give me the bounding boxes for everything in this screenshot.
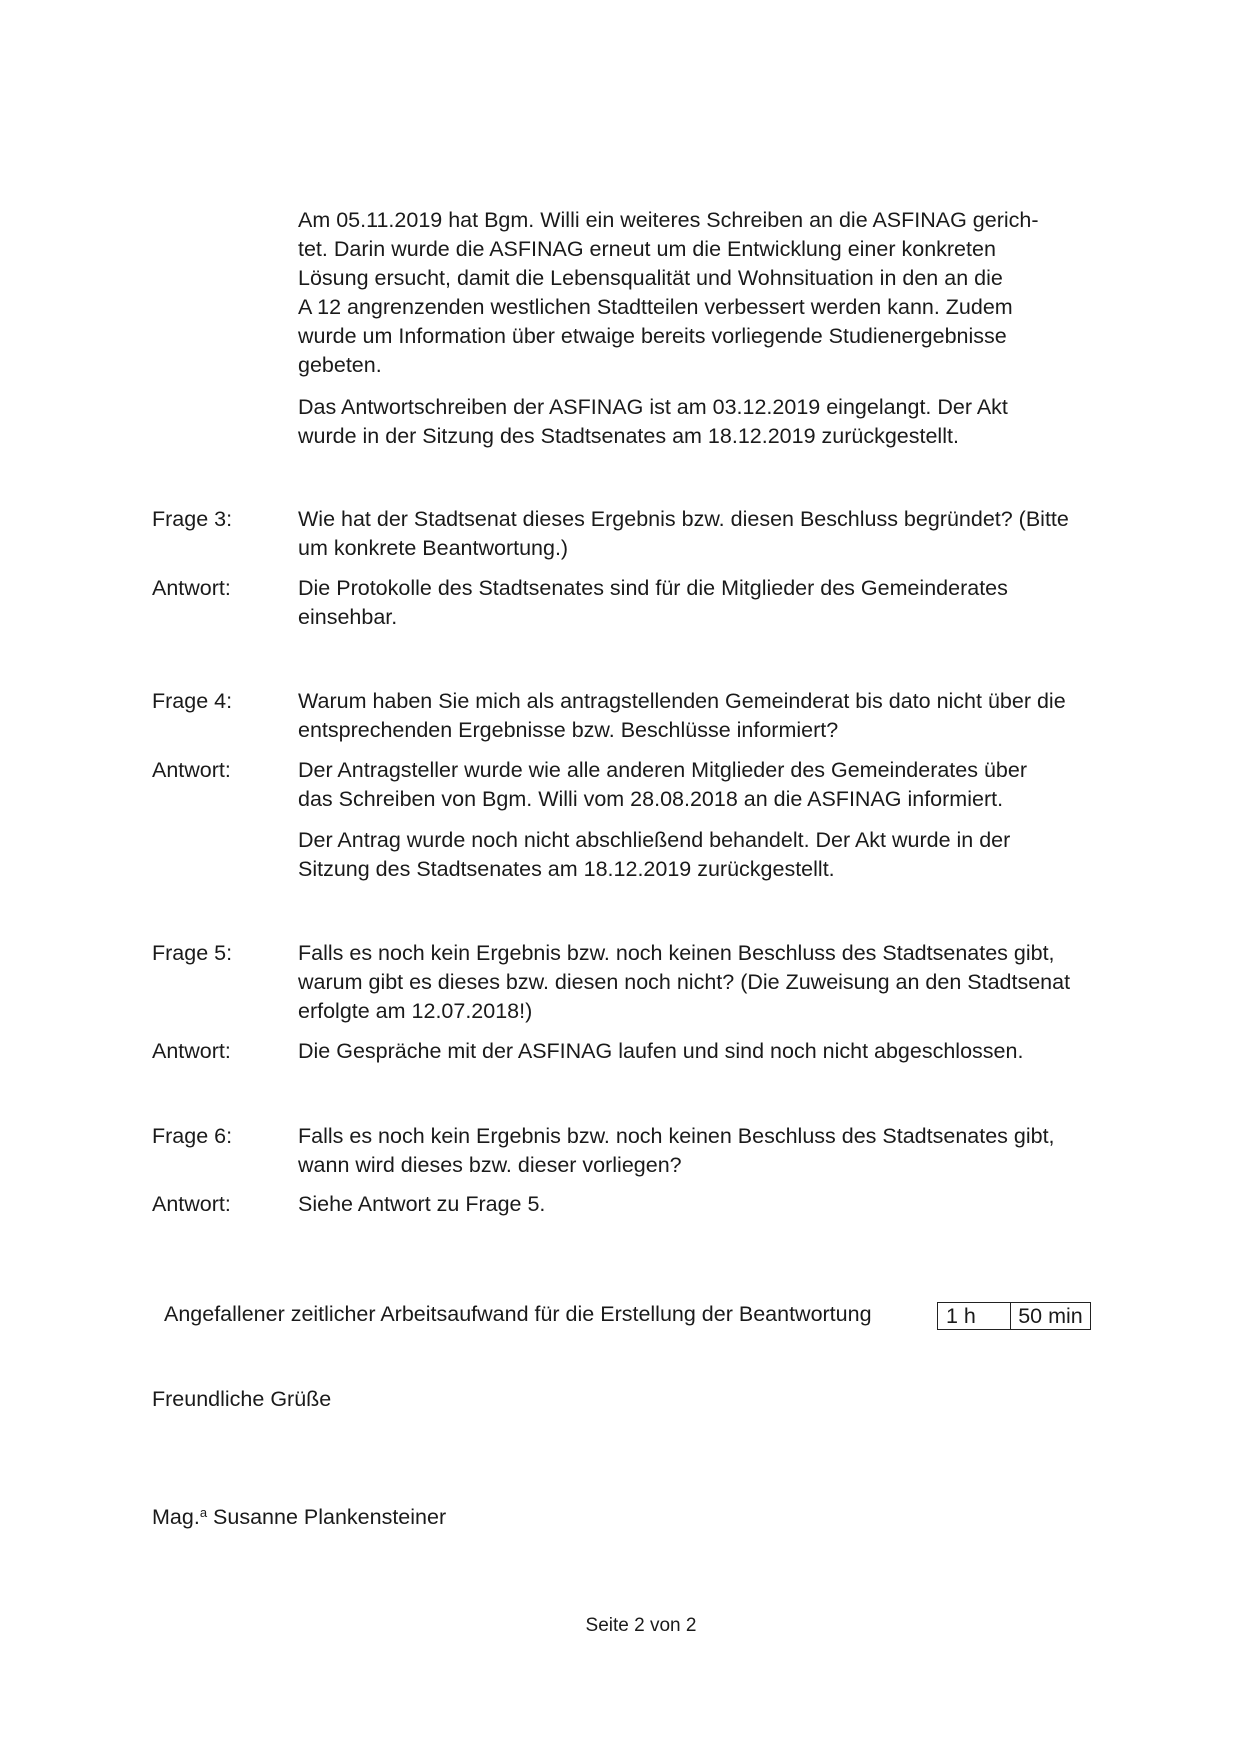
text-line: Wie hat der Stadtsenat dieses Ergebnis bzw. diesen Beschluss begründet? (Bitte	[298, 507, 1069, 531]
effort-table	[937, 1302, 1091, 1330]
text-line: Die Protokolle des Stadtsenates sind für die Mitglieder des Gemeinderates	[298, 576, 1008, 600]
signature-name	[152, 1498, 446, 1532]
effort-minutes: 50 min	[1018, 1304, 1083, 1328]
text-line: erfolgte am 12.07.2018!)	[298, 999, 533, 1023]
text-line: Der Antragsteller wurde wie alle anderen Mitglieder des Gemeinderates über	[298, 758, 1027, 782]
text-line: entsprechenden Ergebnisse bzw. Beschlüsse informiert?	[298, 718, 839, 742]
effort-label: Angefallener zeitlicher Arbeitsaufwand für die Erstellung der Beantwortung	[164, 1302, 872, 1326]
answer-label: Antwort:	[152, 1192, 231, 1216]
text-line: Lösung ersucht, damit die Lebensqualität und Wohnsituation in den an die	[298, 266, 1003, 290]
text-line: warum gibt es dieses bzw. diesen noch nicht? (Die Zuweisung an den Stadtsenat	[298, 970, 1071, 994]
text-line: um konkrete Beantwortung.)	[298, 536, 569, 560]
text-line: Am 05.11.2019 hat Bgm. Willi ein weiteres Schreiben an die ASFINAG gerich-	[298, 208, 1039, 232]
answer-label: Antwort:	[152, 576, 231, 600]
text-line: Falls es noch kein Ergebnis bzw. noch keinen Beschluss des Stadtsenates gibt,	[298, 1124, 1055, 1148]
question-label: Frage 5:	[152, 941, 233, 965]
text-line: wurde in der Sitzung des Stadtsenates am 18.12.2019 zurückgestellt.	[298, 424, 959, 448]
effort-hours	[938, 1303, 1011, 1329]
answer-text	[298, 756, 1138, 814]
name-superscript: a	[199, 1505, 208, 1520]
question-label: Frage 3:	[152, 507, 233, 531]
answer-text	[298, 1037, 1138, 1066]
name-prefix: Mag.	[152, 1505, 200, 1529]
text-line: tet. Darin wurde die ASFINAG erneut um die Entwicklung einer konkreten	[298, 237, 996, 261]
text-line: Die Gespräche mit der ASFINAG laufen und sind noch nicht abgeschlossen.	[298, 1039, 1024, 1063]
greeting: Freundliche Grüße	[152, 1387, 332, 1411]
answer-label: Antwort:	[152, 1039, 231, 1063]
question-text	[298, 939, 1138, 1026]
question-label: Frage 4:	[152, 689, 233, 713]
text-line: Siehe Antwort zu Frage 5.	[298, 1192, 546, 1216]
question-text	[298, 1122, 1138, 1180]
question-text	[298, 687, 1138, 745]
question-label: Frage 6:	[152, 1124, 233, 1148]
answer-text-continued	[298, 826, 1138, 884]
text-line: Warum haben Sie mich als antragstellenden Gemeinderat bis dato nicht über die	[298, 689, 1066, 713]
answer-text	[298, 1190, 1138, 1219]
intro-paragraph-2	[298, 393, 1148, 451]
question-text	[298, 505, 1138, 563]
page-number: Seite 2 von 2	[585, 1615, 697, 1636]
effort-hours-value: 1 h	[946, 1304, 976, 1328]
answer-label: Antwort:	[152, 758, 231, 782]
text-line: Das Antwortschreiben der ASFINAG ist am 03.12.2019 eingelangt. Der Akt	[298, 395, 1008, 419]
name-text: Susanne Plankensteiner	[207, 1505, 447, 1529]
text-line: wann wird dieses bzw. dieser vorliegen?	[298, 1153, 682, 1177]
text-line: Falls es noch kein Ergebnis bzw. noch keinen Beschluss des Stadtsenates gibt,	[298, 941, 1055, 965]
text-line: wurde um Information über etwaige bereits vorliegende Studienergebnisse	[298, 324, 1007, 348]
intro-paragraph-1	[298, 206, 1148, 380]
answer-text	[298, 574, 1138, 632]
text-line: das Schreiben von Bgm. Willi vom 28.08.2018 an die ASFINAG informiert.	[298, 787, 1004, 811]
text-line: Sitzung des Stadtsenates am 18.12.2019 zurückgestellt.	[298, 857, 835, 881]
text-line: A 12 angrenzenden westlichen Stadtteilen verbessert werden kann. Zudem	[298, 295, 1013, 319]
text-line: einsehbar.	[298, 605, 398, 629]
text-line: gebeten.	[298, 353, 382, 377]
text-line: Der Antrag wurde noch nicht abschließend behandelt. Der Akt wurde in der	[298, 828, 1011, 852]
